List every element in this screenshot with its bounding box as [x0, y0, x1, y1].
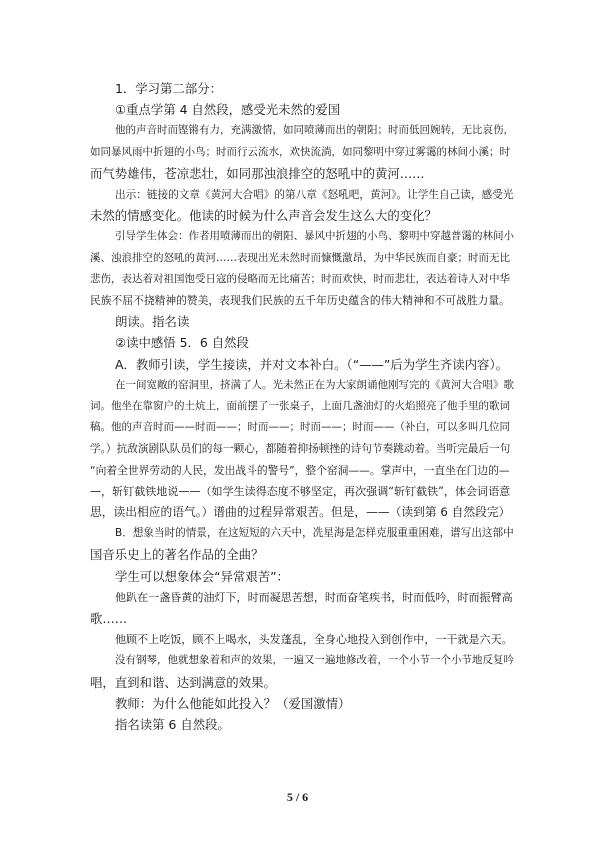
text-line: ②读中感悟 5．6 自然段 [115, 335, 249, 351]
text-line: 稿。他的声音时而——时而——；时而——；时而——；时而——（补白，可以多叫几位同 [90, 421, 510, 434]
text-line: 指名读第 6 自然段。 [115, 717, 230, 733]
text-line: 民族不屈不挠精神的赞美，表现我们民族的五千年历史蕴含的伟大精神和不可战胜力量。 [90, 294, 510, 308]
text-line: 悲伤，表达着对祖国饱受日寇的侵略而无比痛苦；时而欢快，时而悲壮，表达着诗人对中华 [90, 272, 510, 285]
text-line: 如同暴风雨中折翅的小鸟；时而行云流水，欢快流淌，如同黎明中穿过雾霭的林间小溪；时 [90, 145, 510, 158]
text-line: 歌…… [90, 611, 128, 627]
text-line: 朗读。指名读 [115, 314, 190, 330]
document-body [90, 78, 514, 735]
text-line: 没有钢琴，他就想象着和声的效果，一遍又一遍地修改着，一个小节一个小节地反复吟 [115, 654, 514, 667]
text-line: 思，读出相应的语气。）谱曲的过程异常艰苦。但是，——（读到第 6 自然段完） [90, 505, 511, 520]
text-line: 1．学习第二部分： [115, 81, 223, 96]
text-line: 他顾不上吃饭，顾不上喝水，头发蓬乱，全身心地投入到创作中，一干就是六天。 [115, 633, 513, 647]
text-line: 学。）抗敌演剧队队员们的每一颗心，都随着抑扬顿挫的诗句节奏跳动着。当听完最后一句 [90, 442, 511, 456]
text-line: 他趴在一盏昏黄的油灯下，时而凝思苦想，时而奋笔疾书，时而低吟，时而振臂高 [115, 590, 513, 604]
text-line: 国音乐史上的著名作品的全曲？ [90, 547, 264, 563]
text-line: —，斩钉截铁地说——（如学生读得态度不够坚定，再次强调“斩钉截铁”，体会词语意 [90, 484, 511, 498]
text-line: 教师：为什么他能如此投入？（爱国激情） [115, 695, 351, 711]
text-line: 引导学生体会：作者用喷薄而出的朝阳、暴风中折翅的小鸟、黎明中穿越普霭的林间小 [115, 230, 514, 243]
text-line: 学生可以想象体会“异常艰苦”： [115, 568, 289, 584]
text-line: 词。他坐在靠窗户的土炕上，面前摆了一张桌子，上面几盏油灯的火焰照亮了他手里的歌词 [90, 400, 510, 413]
text-line: 在一间宽敞的窑洞里，挤满了人。光未然正在为大家朗诵他刚写完的《黄河大合唱》歌 [115, 378, 514, 391]
text-line: ①重点学第 4 自然段，感受光未然的爱国 [115, 102, 341, 118]
text-line: B．想象当时的情景，在这短短的六天中，冼星海是怎样克服重重困难，谱写出这部中 [115, 527, 514, 540]
page-number: 5 / 6 [286, 790, 309, 804]
text-line: 溪、浊浪排空的怒吼的黄河……表现出光未然时而慷慨激昂，为中华民族而自豪；时而无比 [90, 251, 510, 264]
text-line: 出示：链接的文章《黄河大合唱》的第八章《怒吼吧，黄河》。让学生自己读，感受光 [115, 188, 514, 202]
text-line: 唱，直到和谐、达到满意的效果。 [90, 674, 276, 690]
text-line: 而气势雄伟，苍凉悲壮，如同那浊浪排空的怒吼中的黄河…… [90, 165, 425, 181]
text-line: 未然的情感变化。他读的时候为什么声音会发生这么大的变化？ [90, 208, 437, 224]
text-line: 他的声音时而铿锵有力，充满激情，如同喷薄而出的朝阳；时而低回婉转，无比哀伤， [115, 124, 514, 137]
text-line: A．教师引读，学生接读，并对文本补白。（“——”后为学生齐读内容）。 [115, 356, 509, 372]
text-line: “向着全世界劳动的人民，发出战斗的警号”，整个窑洞——。掌声中，一直坐在门边的— [90, 463, 510, 477]
